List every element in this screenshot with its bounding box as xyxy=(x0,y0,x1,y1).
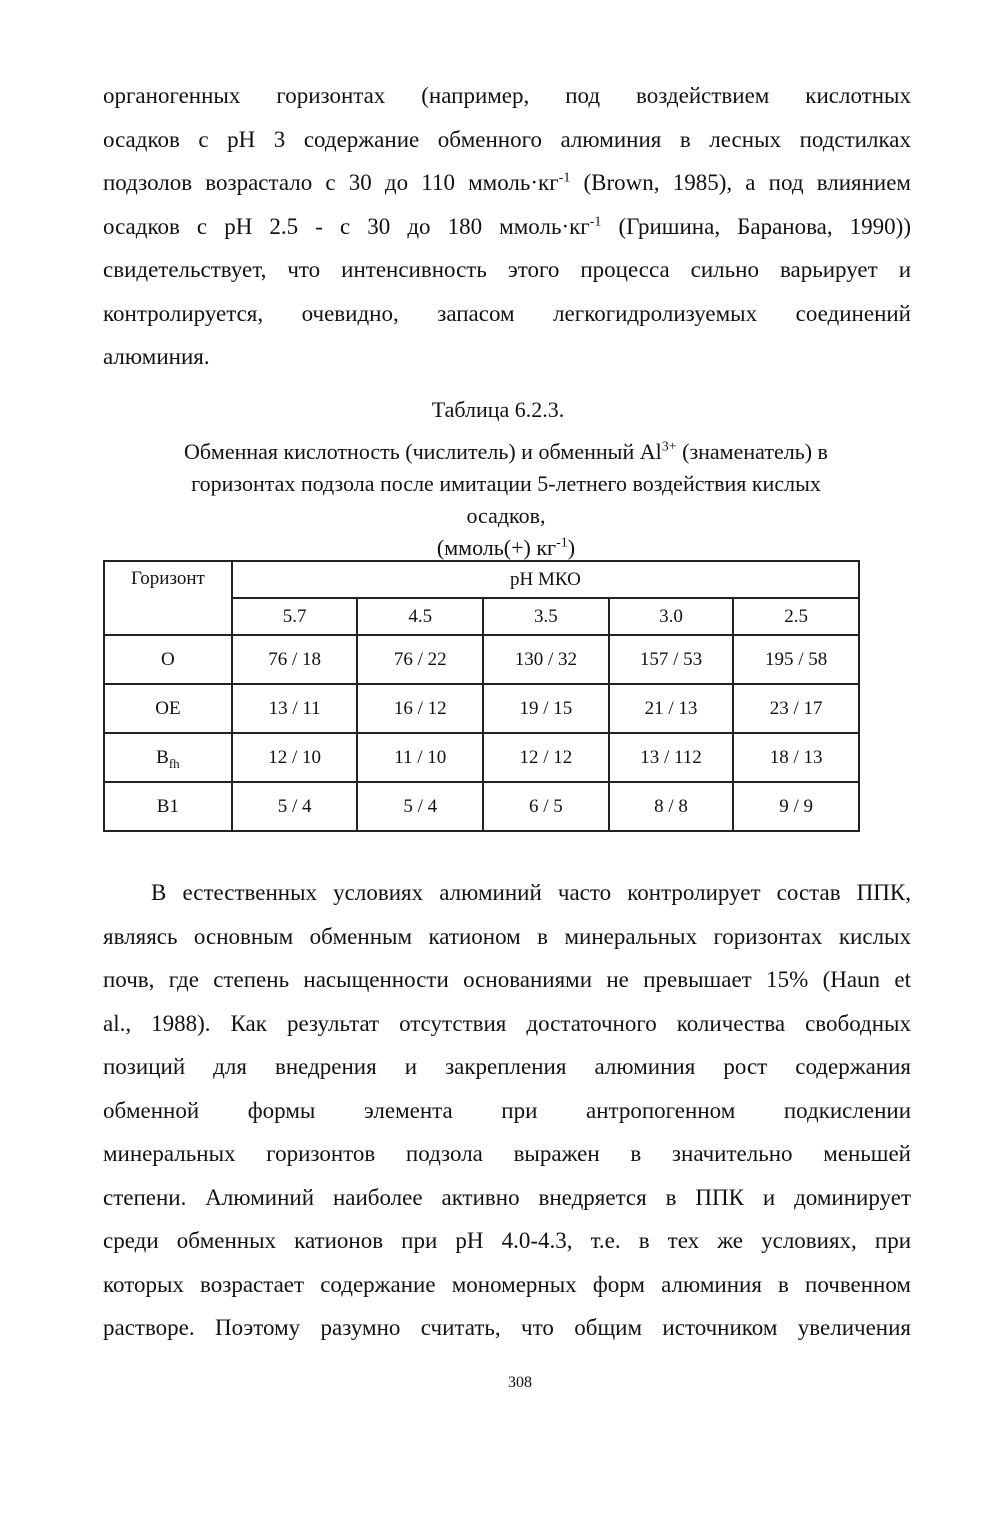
text-line: среди обменных катионов при pH 4.0-4.3, т.е. в тех же условиях, при xyxy=(103,1228,911,1253)
value-cell: 13 / 112 xyxy=(609,733,734,782)
table-row xyxy=(104,635,859,684)
value-cell: 76 / 18 xyxy=(232,635,358,684)
page-number: 308 xyxy=(508,1374,532,1391)
text-line: минеральных горизонтов подзола выражен в значительно меньшей xyxy=(103,1141,911,1166)
data-table xyxy=(103,560,860,832)
column-header: 3.0 xyxy=(609,598,734,635)
table-row xyxy=(104,733,859,782)
text-line: почв, где степень насыщенности основаниями не превышает 15% (Haun et xyxy=(103,967,911,992)
text-line: являясь основным обменным катионом в минеральных горизонтах кислых xyxy=(103,923,911,949)
group-header: pH МКО xyxy=(232,561,859,598)
column-header: 3.5 xyxy=(483,598,609,635)
paragraph-2 xyxy=(103,871,911,1350)
text-line: органогенных горизонтах (например, под воздействием кислотных xyxy=(103,83,911,108)
value-cell: 6 / 5 xyxy=(483,782,609,831)
value-cell: 5 / 4 xyxy=(357,782,483,831)
text-line: осадков с pH 3 содержание обменного алюминия в лесных подстилках xyxy=(103,126,911,152)
text-line: осадков с pH 2.5 - с 30 до 180 $ммоль\cdot кг^{-1}$ (Гришина, Баранова, 1990)) xyxy=(103,213,911,239)
table-row xyxy=(104,782,859,831)
text-line: свидетельствует, что интенсивность этого процесса сильно варьирует и xyxy=(103,257,911,282)
value-cell: 16 / 12 xyxy=(357,684,483,733)
value-cell: 130 / 32 xyxy=(483,635,609,684)
value-cell: 18 / 13 xyxy=(733,733,859,782)
text-line: алюминия. xyxy=(103,344,210,369)
text-line: подзолов возрастало с 30 до 110 $ммоль\cdot кг^{-1}$ (Brown, 1985), а под влиянием xyxy=(103,170,911,195)
column-header: 2.5 xyxy=(733,598,859,635)
table-label: Таблица 6.2.3. xyxy=(431,397,565,422)
value-cell: 12 / 12 xyxy=(483,733,609,782)
value-cell: 8 / 8 xyxy=(609,782,734,831)
horizon-cell: O xyxy=(104,635,232,684)
value-cell: 23 / 17 xyxy=(733,684,859,733)
horizon-cell: $B_{fh}$ xyxy=(104,733,232,782)
column-header: 4.5 xyxy=(357,598,483,635)
value-cell: 21 / 13 xyxy=(609,684,734,733)
value-cell: 9 / 9 xyxy=(733,782,859,831)
horizon-cell: OE xyxy=(104,684,232,733)
value-cell: 13 / 11 xyxy=(232,684,358,733)
text-line: степени. Алюминий наиболее активно внедряется в ППК и доминирует xyxy=(103,1184,911,1210)
value-cell: 19 / 15 xyxy=(483,684,609,733)
text-line: al., 1988). Как результат отсутствия достаточного количества свободных xyxy=(103,1010,911,1036)
value-cell: 76 / 22 xyxy=(357,635,483,684)
table-title: Обменная кислотность (числитель) и обменный $Al^{3+}$ (знаменатель) в горизонтах подзола после имитации 5-летнего воздействия кислых осадков, (ммоль(+) $кг^{-1}$) xyxy=(184,439,828,560)
row-header: Горизонт xyxy=(104,561,232,635)
value-cell: 157 / 53 xyxy=(609,635,734,684)
text-line: В естественных условиях алюминий часто контролирует состав ППК, xyxy=(151,880,911,905)
value-cell: 11 / 10 xyxy=(357,733,483,782)
text-line: которых возрастает содержание мономерных форм алюминия в почвенном xyxy=(103,1271,911,1297)
paragraph-1 xyxy=(103,74,911,379)
text-line: обменной формы элемента при антропогенном подкислении xyxy=(103,1097,911,1123)
text-line: контролируется, очевидно, запасом легкогидролизуемых соединений xyxy=(103,300,911,326)
text-line: позиций для внедрения и закрепления алюминия рост содержания xyxy=(103,1054,911,1079)
value-cell: 5 / 4 xyxy=(232,782,358,831)
text-line: растворе. Поэтому разумно считать, что общим источником увеличения xyxy=(103,1315,911,1340)
horizon-cell: B1 xyxy=(104,782,232,831)
column-header: 5.7 xyxy=(232,598,358,635)
value-cell: 195 / 58 xyxy=(733,635,859,684)
table-row xyxy=(104,684,859,733)
value-cell: 12 / 10 xyxy=(232,733,358,782)
